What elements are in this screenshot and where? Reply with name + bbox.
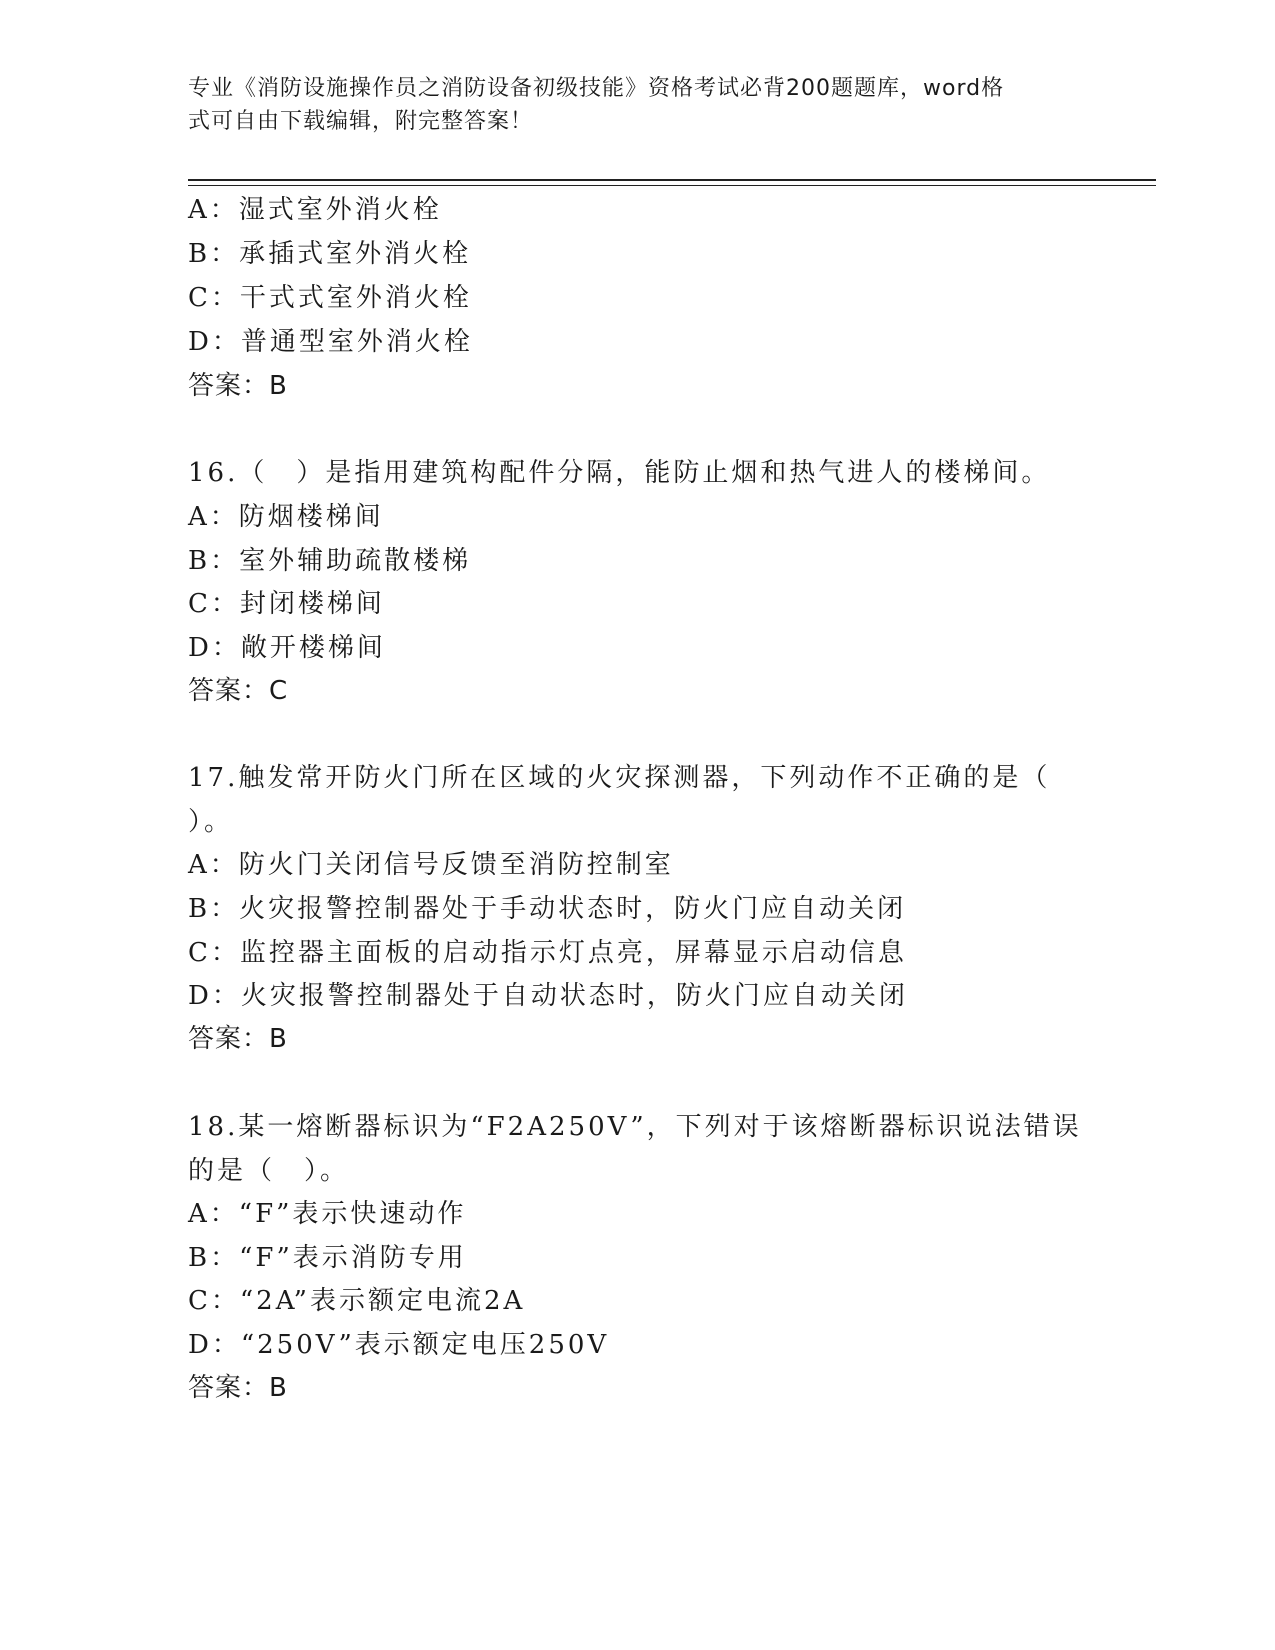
- q18-option-a: A：“F”表示快速动作: [188, 1199, 467, 1229]
- header-line-1: 专业《消防设施操作员之消防设备初级技能》资格考试必背200题题库，word格: [188, 76, 1005, 101]
- header-line-2: 式可自由下载编辑，附完整答案！: [188, 109, 534, 134]
- q17-option-a: A：防火门关闭信号反馈至消防控制室: [188, 850, 674, 880]
- q17-answer: 答案：B: [188, 1024, 288, 1054]
- header-rule-thick: [188, 179, 1156, 181]
- q17-option-c: C：监控器主面板的启动指示灯点亮，屏幕显示启动信息: [188, 938, 907, 968]
- q18-option-b: B：“F”表示消防专用: [188, 1243, 467, 1273]
- q17-stem-line-2: ）。: [188, 807, 234, 837]
- q18-answer: 答案：B: [188, 1373, 288, 1403]
- header-rule-thin: [188, 185, 1156, 186]
- q16-option-b: B：室外辅助疏散楼梯: [188, 546, 472, 576]
- q18-stem-line-1: 18.某一熔断器标识为“F2A250V”，下列对于该熔断器标识说法错误: [188, 1112, 1082, 1142]
- q17-option-d: D：火灾报警控制器处于自动状态时，防火门应自动关闭: [188, 981, 908, 1011]
- q16-stem: 16.（ ）是指用建筑构配件分隔，能防止烟和热气进人的楼梯间。: [188, 458, 1051, 488]
- q15-option-c: C：干式式室外消火栓: [188, 283, 472, 313]
- q18-stem-line-2: 的是（ ）。: [188, 1156, 350, 1186]
- q16-answer: 答案：C: [188, 676, 289, 706]
- q18-option-d: D：“250V”表示额定电压250V: [188, 1330, 610, 1360]
- q15-option-d: D：普通型室外消火栓: [188, 327, 473, 357]
- q15-option-a: A：湿式室外消火栓: [188, 195, 442, 225]
- q15-option-b: B：承插式室外消火栓: [188, 239, 472, 269]
- document-header: [188, 72, 1088, 138]
- q15-answer: 答案：B: [188, 371, 288, 401]
- q16-option-d: D：敞开楼梯间: [188, 633, 386, 663]
- q17-stem-line-1: 17.触发常开防火门所在区域的火灾探测器，下列动作不正确的是（: [188, 763, 1051, 793]
- q16-option-c: C：封闭楼梯间: [188, 589, 385, 619]
- q17-option-b: B：火灾报警控制器处于手动状态时，防火门应自动关闭: [188, 894, 907, 924]
- q18-option-c: C：“2A”表示额定电流2A: [188, 1286, 526, 1316]
- q16-option-a: A：防烟楼梯间: [188, 502, 384, 532]
